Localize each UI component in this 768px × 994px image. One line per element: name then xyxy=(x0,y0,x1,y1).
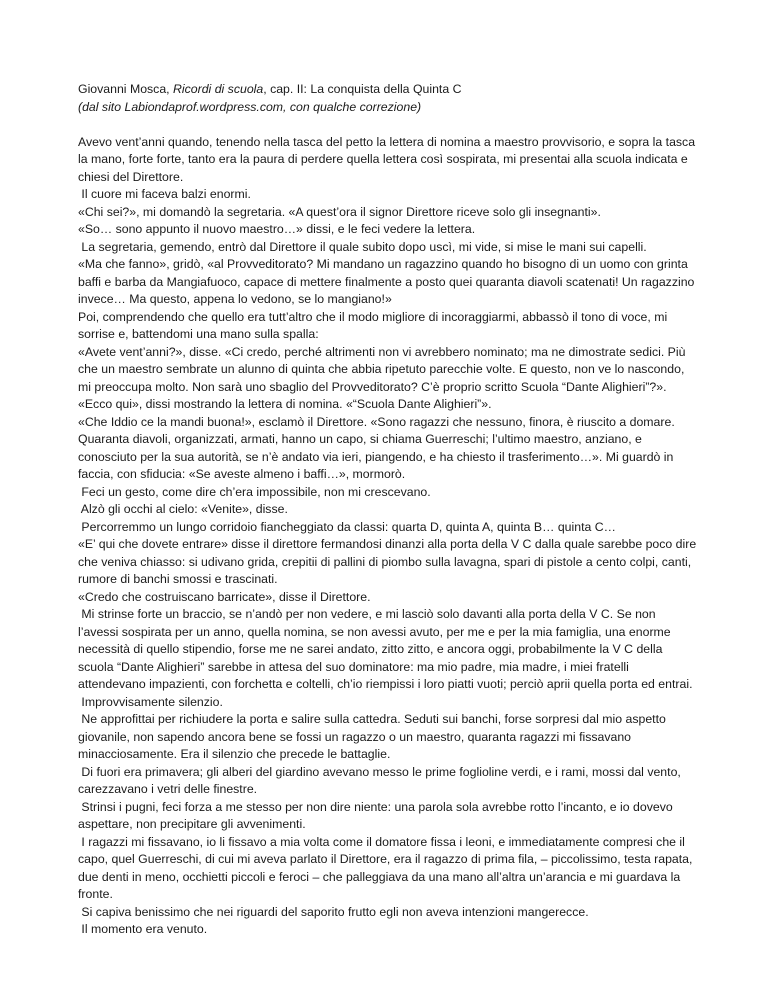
chapter-title: , cap. II: La conquista della Quinta C xyxy=(263,82,462,96)
book-title: Ricordi di scuola xyxy=(173,82,264,96)
source-note: (dal sito Labiondaprof.wordpress.com, con qualche correzione) xyxy=(78,99,422,114)
paragraph: Improvvisamente silenzio. xyxy=(81,694,223,709)
paragraph: Poi, comprendendo che quello era tutt’altro che il modo migliore di incoraggiarmi, abbassò il tono di voce, mi sorrise e, battendomi una mano sulla spalla: xyxy=(78,309,668,341)
paragraph: Alzò gli occhi al cielo: «Venite», disse. xyxy=(80,502,288,516)
paragraph: Strinsi i pugni, feci forza a me stesso per non dire niente: una parola sola avrebbe rotto l’incanto, e io dovevo aspettare, non precipitare gli avvenimenti. xyxy=(78,799,673,831)
paragraph: «Chi sei?», mi domandò la segretaria. «A quest’ora il signor Direttore riceve solo gli insegnanti». xyxy=(78,204,601,219)
paragraph: I ragazzi mi fissavano, io li fissavo a mia volta come il domatore fissa i leoni, e immediatamente compresi che il capo, quel Guerreschi, di cui mi aveva parlato il Direttore, era il ragazzo di prima fila, – piccolissimo, testa rapata, due denti in meno, occhietti piccoli e feroci – che palleggiava da una mano all’altra un’arancia e mi guardava la fronte. xyxy=(78,834,693,901)
paragraph: «Ma che fanno», gridò, «al Provveditorato? Mi mandano un ragazzino quando ho bisogno di un uomo con grinta baffi e barba da Mangiafuoco, capace di mettere finalmente a posto quei quaranta diavoli scatenati! Un ragazzino invece… Ma questo, appena lo vedono, se lo mangiano!» xyxy=(78,257,695,306)
paragraph: La segretaria, gemendo, entrò dal Direttore il quale subito dopo uscì, mi vide, si mise le mani sui capelli. xyxy=(81,239,647,254)
story-body xyxy=(78,134,698,939)
paragraph: Si capiva benissimo che nei riguardi del saporito frutto egli non aveva intenzioni mangerecce. xyxy=(81,904,589,919)
paragraph: Ne approfittai per richiudere la porta e salire sulla cattedra. Seduti sui banchi, forse sorpresi dal mio aspetto giovanile, non sapendo ancora bene se fossi un ragazzo o un maestro, quaranta ragazzi mi fissavano minacciosamente. Era il silenzio che precede le battaglie. xyxy=(78,712,666,761)
paragraph: Il momento era venuto. xyxy=(81,922,208,936)
paragraph: «So… sono appunto il nuovo maestro…» dissi, e le feci vedere la lettera. xyxy=(78,222,476,236)
header-separator: , xyxy=(166,82,174,96)
paragraph: «Avete vent’anni?», disse. «Ci credo, perché altrimenti non vi avrebbero nominato; ma ne dimostrate sedici. Più che un maestro sembrate un alunno di quinta che abbia ripetuto parecchie volte. E questo, non ve lo nascondo, mi preoccupa molto. Non sarà uno sbaglio del Provveditorato? C’è proprio scritto Scuola “Dante Alighieri”?». xyxy=(78,344,686,394)
spacer xyxy=(78,116,698,134)
paragraph: Di fuori era primavera; gli alberi del giardino avevano messo le prime foglioline verdi, e i rami, mossi dal vento, carezzavano i vetri delle finestre. xyxy=(78,764,681,796)
paragraph: Mi strinse forte un braccio, se n’andò per non vedere, e mi lasciò solo davanti alla porta della V C. Se non l’avessi sospirata per un anno, quella nomina, se non avessi avuto, per me e per la mia famiglia, una enorme necessità di quello stipendio, forse me ne sarei andato, zitto zitto, e ancora oggi, probabilmente la V C della scuola “Dante Alighieri” sarebbe in attesa del suo dominatore: ma mio padre, mia madre, i miei fratelli attendevano impazienti, con forchetta e coltelli, ch’io riempissi i loro piatti vuoti; perciò aprii quella porta ed entrai. xyxy=(78,607,693,691)
paragraph: «Ecco qui», dissi mostrando la lettera di nomina. «“Scuola Dante Alighieri”». xyxy=(78,397,492,411)
paragraph: «Credo che costruiscano barricate», disse il Direttore. xyxy=(78,589,371,604)
document-header xyxy=(78,81,698,99)
paragraph: Avevo vent’anni quando, tenendo nella tasca del petto la lettera di nomina a maestro provvisorio, e sopra la tasca la mano, forte forte, tanto era la paura di perdere quella lettera così sospirata, mi presentai alla scuola indicata e chiesi del Direttore. xyxy=(78,134,696,184)
paragraph: Percorremmo un lungo corridoio fiancheggiato da classi: quarta D, quinta A, quinta B… quinta C… xyxy=(81,519,616,534)
document-page xyxy=(78,81,698,939)
paragraph: Il cuore mi faceva balzi enormi. xyxy=(81,187,251,201)
author-name: Giovanni Mosca xyxy=(78,82,167,96)
paragraph: «Che Iddio ce la mandi buona!», esclamò il Direttore. «Sono ragazzi che nessuno, finora, è riuscito a domare. Quaranta diavoli, organizzati, armati, hanno un capo, si chiama Guerreschi; l’ultimo maestro, anziano, e conosciuto per la sua autorità, se n’è andato via ieri, piangendo, e ha chiesto il trasferimento…». Mi guardò in faccia, con sfiducia: «Se aveste almeno i baffi…», mormorò. xyxy=(78,414,675,481)
paragraph: «E’ qui che dovete entrare» disse il direttore fermandosi dinanzi alla porta della V C dalla quale sarebbe poco dire che veniva chiasso: si udivano grida, crepitii di pallini di piombo sulla lavagna, spari di pistole a cento colpi, canti, rumore di banchi smossi e trascinati. xyxy=(78,537,697,586)
paragraph: Feci un gesto, come dire ch’era impossibile, non mi crescevano. xyxy=(81,484,431,499)
